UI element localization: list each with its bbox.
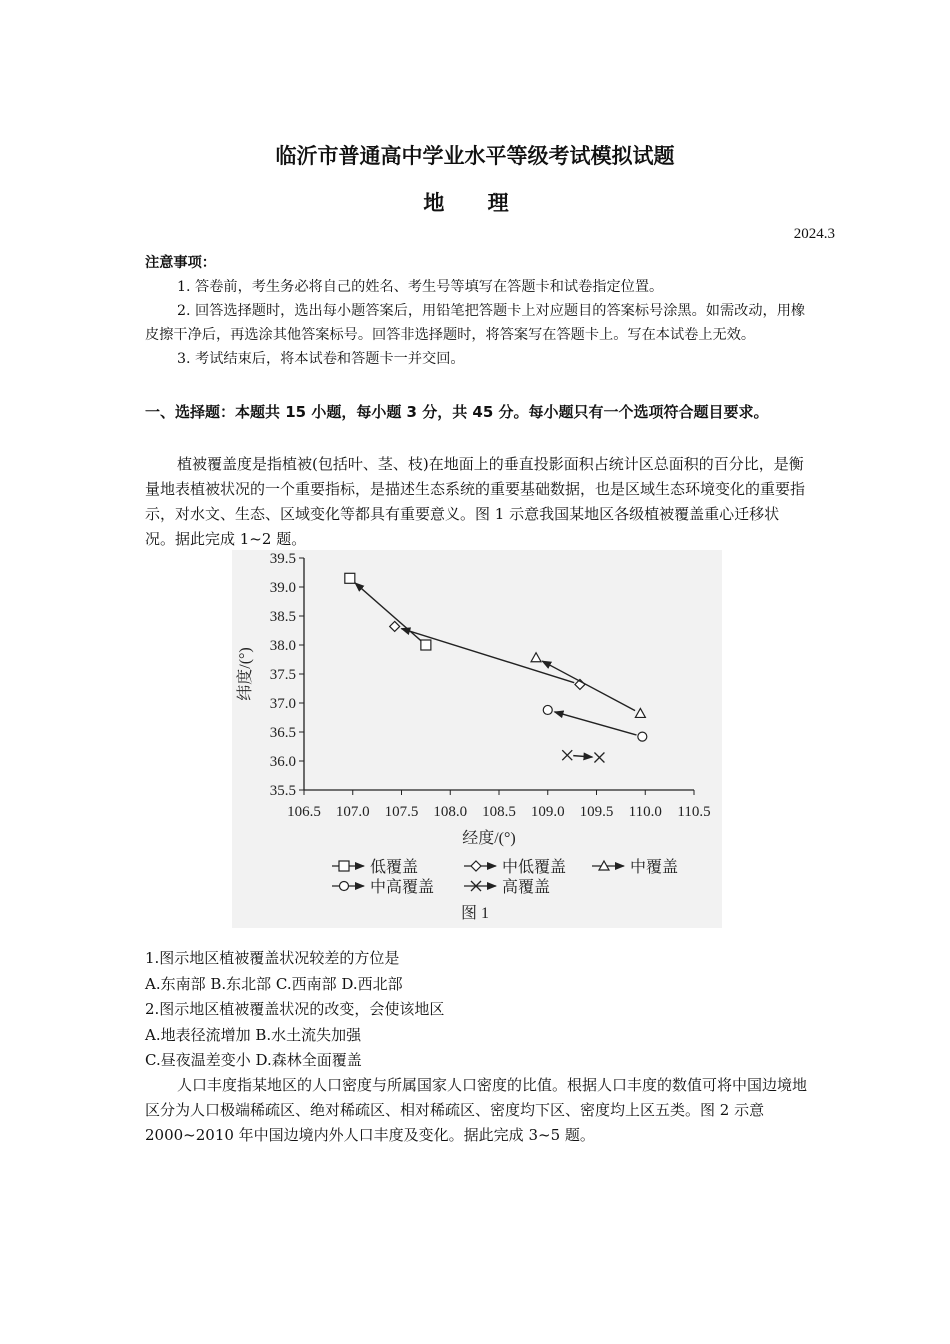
point-end-square [345,573,355,583]
y-tick-label: 38.5 [269,609,296,625]
point-start-square [421,640,431,650]
y-tick-label: 39.5 [269,551,296,567]
passage-population: 人口丰度指某地区的人口密度与所属国家人口密度的比值。根据人口丰度的数值可将中国边境地区分为人口极端稀疏区、绝对稀疏区、相对稀疏区、密度均下区、密度均上区五类。图 2 示意 2000~2010 年中国边境内外人口丰度及变化。据此完成 3~5 题。 [145,1076,808,1144]
legend-label: 高覆盖 [502,879,551,896]
figure-1 [232,550,722,928]
point-start-circle [638,732,647,741]
question-2-options[interactable]: C.昼夜温差变小 D.森林全面覆盖 [145,1051,362,1069]
x-tick-label: 106.5 [287,804,321,820]
subject-title: 地 理 [423,191,527,215]
x-tick-label: 107.5 [384,804,419,820]
y-tick-label: 36.0 [269,754,296,770]
point-end-circle [543,705,552,714]
notes-section [145,251,807,371]
note-item: 1. 答卷前，考生务必将自己的姓名、考生号等填写在答题卡和试卷指定位置。 [177,279,664,295]
y-tick-label: 37.5 [269,667,296,683]
section-heading: 一、选择题：本题共 15 小题，每小题 3 分，共 45 分。每小题只有一个选项符合题目要求。 [145,403,769,421]
exam-date: 2024.3 [793,226,835,242]
exam-title: 临沂市普通高中学业水平等级考试模拟试题 [275,144,675,168]
x-tick-label: 108.0 [433,804,468,820]
question-1-stem: 1.图示地区植被覆盖状况较差的方位是 [145,949,400,967]
legend-label: 中高覆盖 [370,879,435,896]
passage-vegetation: 植被覆盖度是指植被(包括叶、茎、枝)在地面上的垂直投影面积占统计区总面积的百分比，是衡量地表植被状况的一个重要指标，是描述生态系统的重要基础数据，也是区域生态环境变化的重要指示，对水文、生态、区域变化等都具有重要意义。图 1 示意我国某地区各级植被覆盖重心迁移状况。据此完成 1~2 题。 [145,455,806,548]
note-item: 3. 考试结束后，将本试卷和答题卡一并交回。 [177,351,465,367]
note-item: 2. 回答选择题时，选出每小题答案后，用铅笔把答题卡上对应题目的答案标号涂黑。如需改动，用橡皮擦干净后，再选涂其他答案标号。回答非选择题时，将答案写在答题卡上。写在本试卷上无效。 [145,303,806,343]
y-tick-label: 39.0 [269,580,296,596]
y-tick-label: 35.5 [269,783,296,799]
questions-block [145,946,807,1074]
legend-marker-diamond [471,861,481,871]
question-2-options[interactable]: A.地表径流增加 B.水土流失加强 [145,1025,362,1044]
y-axis-label: 纬度/(°) [237,647,254,701]
x-tick-label: 110.5 [677,804,711,820]
x-tick-label: 110.0 [628,804,662,820]
legend-label: 低覆盖 [370,859,419,876]
series-arrow-triangle [542,661,635,711]
x-tick-label: 107.0 [335,804,370,820]
point-end-triangle [531,653,541,662]
point-start-triangle [635,708,645,717]
legend-label: 中低覆盖 [502,859,567,876]
legend-marker-circle [340,882,349,891]
vegetation-chart [232,550,722,928]
x-axis-label: 经度/(°) [462,830,516,847]
point-end-diamond [390,621,400,631]
notes-heading: 注意事项： [145,255,216,271]
x-tick-label: 109.0 [530,804,565,820]
x-tick-label: 109.5 [579,804,614,820]
y-tick-label: 37.0 [269,696,296,712]
legend-marker-square [339,861,349,871]
question-1-options[interactable]: A.东南部 B.东北部 C.西南部 D.西北部 [145,974,403,993]
legend-label: 中覆盖 [630,859,679,876]
figure-caption: 图 1 [460,905,490,922]
series-arrow-diamond [401,629,574,683]
series-arrow-x [573,756,592,757]
series-arrow-circle [554,712,636,735]
y-tick-label: 36.5 [269,725,296,741]
question-2-stem: 2.图示地区植被覆盖状况的改变，会使该地区 [145,1000,445,1018]
x-tick-label: 108.5 [482,804,516,820]
y-tick-label: 38.0 [269,638,296,654]
